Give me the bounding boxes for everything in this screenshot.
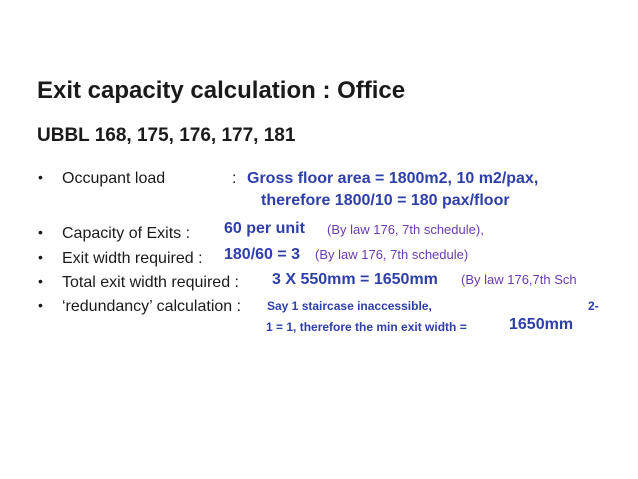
redundancy-min-width-value: 1650mm: [509, 316, 574, 333]
occupant-load-value-line1: Gross floor area = 1800m2, 10 m2/pax,: [247, 170, 539, 187]
slide-title: Exit capacity calculation : Office: [37, 77, 406, 104]
redundancy-value-line2: 1 = 1, therefore the min exit width =: [266, 320, 467, 334]
exit-width-label: Exit width required :: [62, 250, 203, 267]
occupant-load-label: Occupant load: [62, 170, 166, 187]
bullet-marker: •: [38, 273, 43, 289]
exit-width-value: 180/60 = 3: [224, 246, 301, 263]
total-exit-width-label: Total exit width required :: [62, 274, 239, 291]
exit-width-note: (By law 176, 7th schedule): [315, 247, 469, 262]
capacity-of-exits-value: 60 per unit: [224, 220, 305, 237]
slide-subtitle: UBBL 168, 175, 176, 177, 181: [37, 125, 296, 146]
total-exit-width-value: 3 X 550mm = 1650mm: [272, 271, 438, 288]
bullet-marker: •: [38, 297, 43, 313]
occupant-load-value-line2: therefore 1800/10 = 180 pax/floor: [261, 192, 510, 209]
total-exit-width-note: (By law 176,7th Sch: [461, 272, 577, 287]
capacity-of-exits-label: Capacity of Exits :: [62, 225, 191, 242]
bullet-marker: •: [38, 224, 43, 240]
occupant-load-colon: :: [232, 170, 237, 187]
capacity-of-exits-note: (By law 176, 7th schedule),: [327, 222, 484, 237]
redundancy-value-line1-end: 2-: [588, 299, 599, 313]
redundancy-label: ‘redundancy’ calculation :: [62, 298, 242, 315]
redundancy-value-line1: Say 1 staircase inaccessible,: [267, 299, 432, 313]
bullet-marker: •: [38, 169, 43, 185]
bullet-marker: •: [38, 249, 43, 265]
